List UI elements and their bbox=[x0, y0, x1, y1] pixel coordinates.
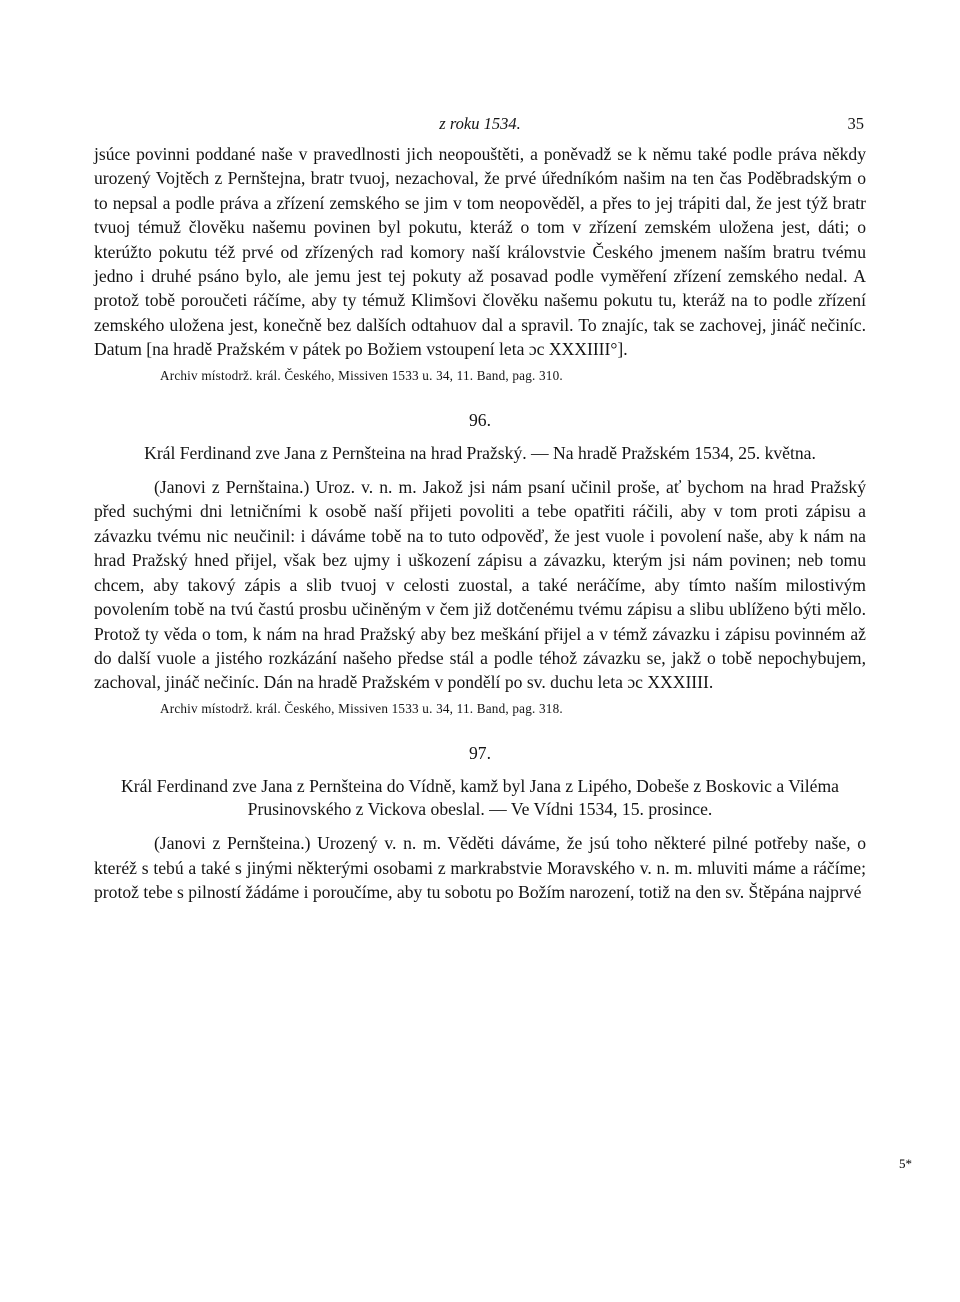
source-citation: Archiv místodrž. král. Českého, Missiven 1533 u. 34, 11. Band, pag. 318. bbox=[160, 700, 563, 716]
page-number: 35 bbox=[847, 114, 864, 133]
document-body: (Janovi z Pernšteina.) Urozený v. n. m. Věděti dáváme, že jsú toho některé pilné potřeby naše, o kteréž s tebú a také s jinými některými osobami z markrabstvie Moravského v. n. m. mluviti máme a ráčíme; protož tebe s pilností žádáme i poroučíme, aby tu sobotu po Božím narození, totiž na den sv. Štěpána najprvé bbox=[94, 833, 866, 902]
page-content bbox=[94, 112, 866, 904]
source-citation: Archiv místodrž. král. Českého, Missiven 1533 u. 34, 11. Band, pag. 310. bbox=[160, 367, 563, 383]
document-heading: Král Ferdinand zve Jana z Pernšteina do Vídně, kamž byl Jana z Lipého, Dobeše z Boskovic a Viléma Prusinovského z Vickova obeslal. — Ve Vídni 1534, 15. prosince. bbox=[121, 776, 839, 820]
page-header bbox=[94, 112, 866, 142]
running-title: z roku 1534. bbox=[439, 114, 521, 133]
signature-mark: 5* bbox=[899, 1156, 912, 1171]
continuation-paragraph: jsúce povinni poddané naše v pravedlnosti jich neopouštěti, a poněvadž se k němu také podle práva někdy urozený Vojtěch z Pernštejna, bratr tvuoj, nezachoval, že prvé úředníkóm našim na ten čas Poděbradským o to nepsal a podle práva a zřízení zemského se jim v tom neopověděl, a přes to jej trápiti dal, že jest týž bratr tvuoj témuž člověku našemu povinen byl pokutu, kteráž o tom v zřízení zemském uložena jest, dáti; o kterúžto pokutu též prvé od zřízených rad komory naší královstvie Českého jmenem naším bratru tvému jedno i druhé psáno bylo, ale jemu jest tej pokuty až posavad podle vyměření zřízení zemského nedal. A protož tobě poroučeti ráčíme, aby ty témuž Klimšovi člověku našemu pokutu tu, kteráž na to podle zřízení zemského uložena jest, konečně bez dalších odtahuov dal a spravil. To znajíc, tak se zachovej, jináč nečiníc. Datum [na hradě Pražském v pátek po Božiem vstoupení leta ɔc XXXIIII°]. bbox=[94, 144, 866, 360]
document-heading: Král Ferdinand zve Jana z Pernšteina na hrad Pražský. — Na hradě Pražském 1534, 25. května. bbox=[144, 443, 816, 464]
document-body: (Janovi z Pernštaina.) Uroz. v. n. m. Jakož jsi nám psaní učinil proše, ať bychom na hrad Pražský před suchými dni letničními k osobě naší přijeti povoliti a tebe opatřiti ráčili, aby v tom proti zápisu a závazku tvému nic neučinil: i dáváme tobě na to tuto odpověď, že jest vuole i povolení naše, aby k nám na hrad Pražský hned přijel, však bez ujmy i uškození zápisu a závazku, kterým jsi nám povinen; neb tomu chcem, aby takový zápis a slib tvuoj v celosti zuostal, a také neráčíme, aby tímto naším milostivým povolením tobě na tvú častú prosbu učiněným v čem již dotčenému tvému zápisu a slibu ublíženo býti mělo. Protož ty věda o tom, k nám na hrad Pražský aby bez meškání přijel a v témž závazku i zápisu povinném až do další vuole a jistého rozkázání našeho předse stál a podle téhož závazku se, jakž o tobě nepochybujem, zachoval, jináč nečiníc. Dán na hradě Pražském v pondělí po sv. duchu leta ɔc XXXIIII. bbox=[94, 477, 866, 693]
document-number: 97. bbox=[469, 742, 491, 763]
document-number: 96. bbox=[469, 409, 491, 430]
